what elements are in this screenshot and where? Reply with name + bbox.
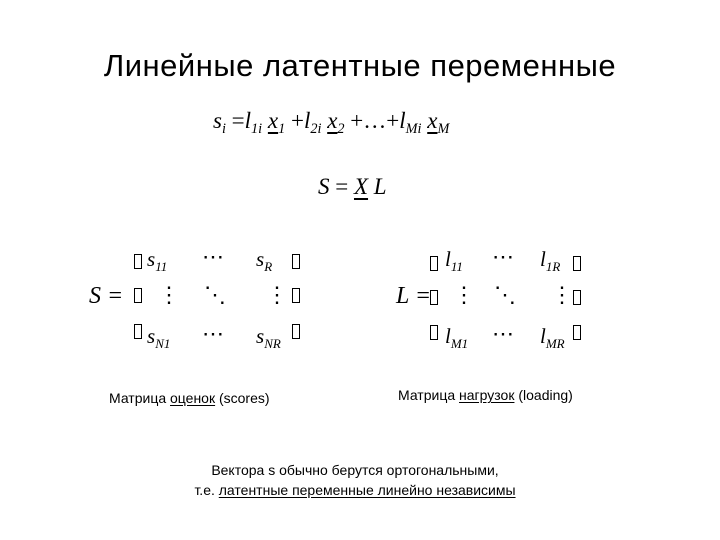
matrix-l-cell-1R: $l_{1R}$ <box>540 247 561 274</box>
eq2-lhs: S <box>318 174 330 199</box>
matrix-l-vdots-right: ⋮ <box>551 282 573 307</box>
matrix-s-vdots-right: ⋮ <box>266 282 288 307</box>
matrix-s-hdots-bottom: ⋯ <box>202 321 224 346</box>
eq1-l1-sub: 1i <box>251 121 263 137</box>
eq1-xM: x <box>427 108 438 133</box>
matrix-s-hdots-top: ⋯ <box>202 244 224 269</box>
eq1-x1: x <box>267 108 279 133</box>
eq1-x1-sub: 1 <box>278 121 286 137</box>
matrix-s-label: S = <box>89 283 124 309</box>
matrix-s-cell-1R: $s_R$ <box>256 247 273 274</box>
matrix-l-left-bracket-bottom <box>430 325 438 340</box>
eq1-l1: l <box>244 108 252 133</box>
eq1-equals: = <box>231 108 245 133</box>
matrix-l-ddots: ⋱ <box>494 282 516 307</box>
caption-loading <box>398 387 573 403</box>
matrix-l-right-bracket-bottom <box>573 325 581 340</box>
eq1-xM-sub: M <box>437 121 450 137</box>
matrix-l-left-bracket-mid <box>430 290 438 305</box>
eq2-x: X <box>353 174 369 199</box>
eq2-equals: = <box>335 174 349 199</box>
matrix-l-right-bracket-top <box>573 256 581 271</box>
eq1-lM: l <box>399 108 406 133</box>
eq1-l2-sub: 2i <box>310 121 322 137</box>
matrix-s-ddots: ⋱ <box>204 282 226 307</box>
eq1-s-sub: i <box>221 121 226 137</box>
note-line-1: Вектора s обычно берутся ортогональными, <box>211 462 499 478</box>
matrix-l-vdots-left: ⋮ <box>453 282 475 307</box>
caption-loading-prefix: Матрица <box>398 387 460 403</box>
matrix-s-vdots-left: ⋮ <box>158 282 180 307</box>
matrix-s-cell-NR: $s_{NR}$ <box>256 324 281 351</box>
matrix-l-label: L = <box>396 283 432 309</box>
matrix-l-left-bracket-top <box>430 256 438 271</box>
caption-scores-prefix: Матрица <box>109 390 171 406</box>
note-line-2-link: латентные переменные линейно независимы <box>218 482 516 498</box>
matrix-l-hdots-bottom: ⋯ <box>492 321 514 346</box>
caption-scores-link: оценок <box>170 390 216 406</box>
matrix-s-cell-11: $s_{11}$ <box>147 247 168 274</box>
caption-scores <box>109 390 270 406</box>
matrix-l-cell-M1: $l_{M1}$ <box>445 324 469 351</box>
note-line-2-prefix: т.е. <box>194 482 219 498</box>
matrix-s-cell-N1: $s_{N1}$ <box>147 324 171 351</box>
caption-scores-suffix: (scores) <box>215 390 270 406</box>
eq1-x2: x <box>327 108 338 133</box>
matrix-l-cell-MR: $l_{MR}$ <box>540 324 565 351</box>
caption-loading-link: нагрузок <box>459 387 515 403</box>
eq1-lM-sub: Mi <box>405 121 422 137</box>
eq1-s: s <box>213 108 222 133</box>
eq1-plus: + <box>290 108 304 133</box>
eq1-x2-sub: 2 <box>337 121 345 137</box>
eq2-l: L <box>373 174 387 199</box>
note-line-2 <box>0 482 710 498</box>
eq1-plus-ellipsis: +…+ <box>350 108 400 133</box>
page-title: Линейные латентные переменные <box>103 48 617 83</box>
eq1-l2: l <box>303 108 311 133</box>
matrix-l-cell-11: $l_{11}$ <box>445 247 463 274</box>
matrix-l-hdots-top: ⋯ <box>492 244 514 269</box>
caption-loading-suffix: (loading) <box>514 387 573 403</box>
matrix-l-right-bracket-mid <box>573 290 581 305</box>
